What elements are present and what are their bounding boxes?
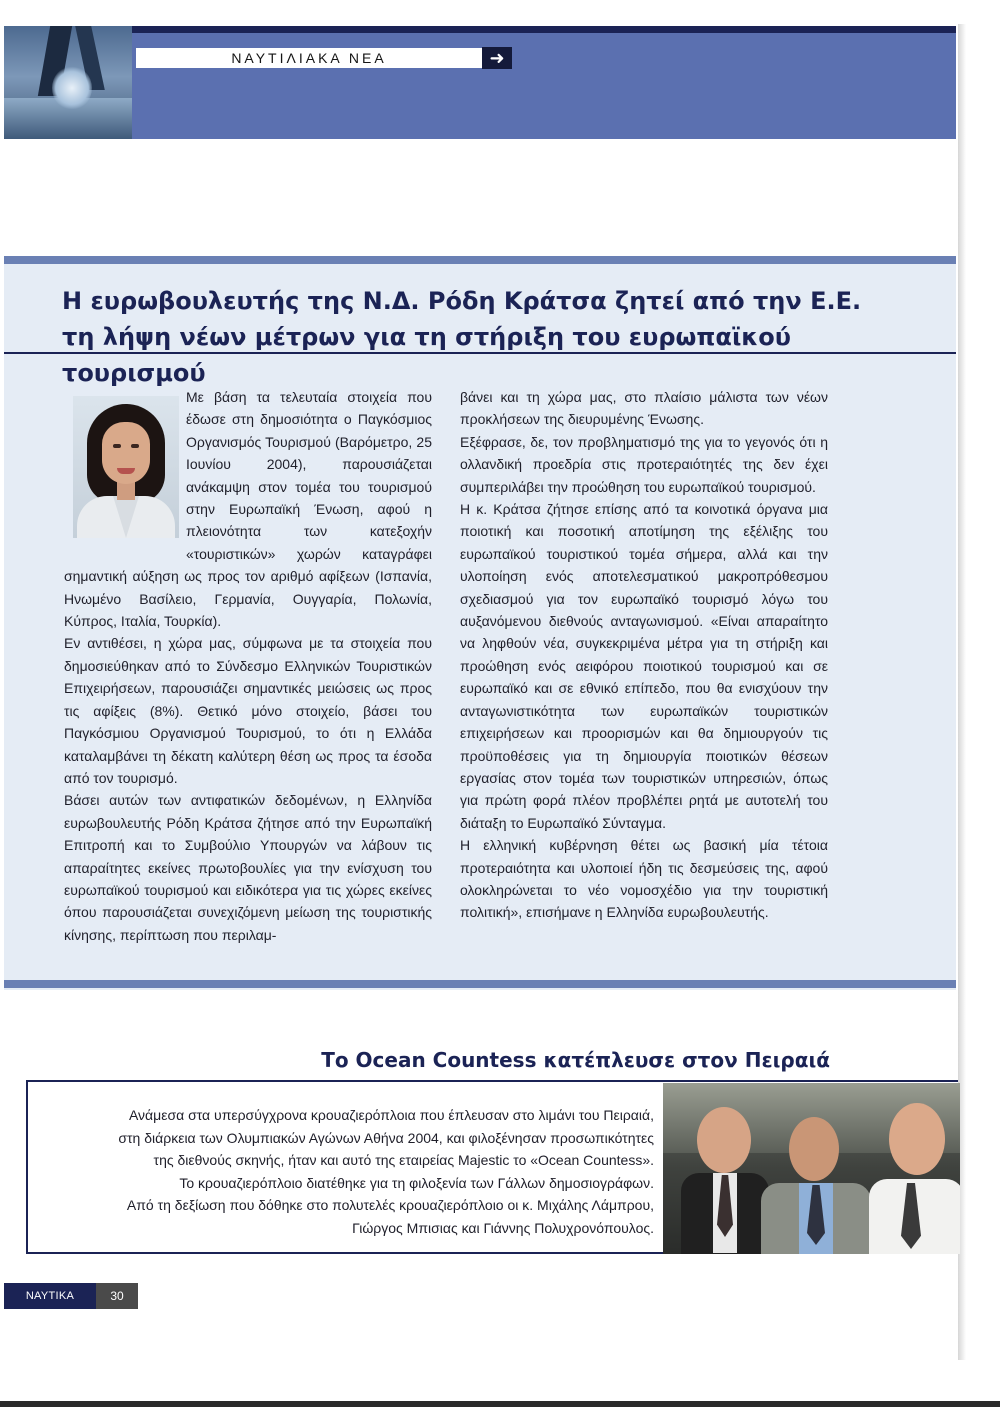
article-column-left [64, 386, 432, 946]
paragraph: Η κ. Κράτσα ζήτησε επίσης από τα κοινοτικά όργανα μια ποιοτική και ποσοτική αποτίμηση της εξέλιξης του ευρωπαϊκού τουριστικού τομέα σήμερα, αλλά και την υλοποίηση ενός αποτελεσματικού μακροπρόθεσμου σχεδιασμού για τον ευρωπαϊκό τουρισμό λόγω του αυξανόμενου διεθνούς ανταγωνισμού. «Είναι απαραίτητο να ληφθούν νέα, συγκεκριμένα μέτρα για τη στήριξη και προώθηση ενός αειφόρου ποιοτικού τουρισμού και σε ευρωπαϊκό και σε εθνικό επίπεδο, που θα ενισχύουν την ανταγωνιστικότητα των ευρωπαϊκών τουριστικών επιχειρήσεων και προορισμών και θα δημιουργούν τις προϋποθέσεις για τη δημιουργία ποιοτικών θέσεων εργασίας στον τομέα των τουριστικών υπηρεσιών, όπως για πρώτη φορά πλέον προβλέπει ρητά με αυτοτελή του διάταξη το Ευρωπαϊκό Σύνταγμα. [460, 501, 828, 831]
person-head [889, 1103, 945, 1175]
news-line: στη διάρκεια των Ολυμπιακών Αγώνων Αθήνα 2004, και φιλοξένησαν προσωπικότητες [118, 1129, 654, 1146]
bottom-rule [0, 1401, 1000, 1407]
header-photo [4, 26, 132, 139]
paragraph: Με βάση τα τελευταία στοιχεία που έδωσε στη δημοσιότητα ο Παγκόσμιος Οργανισμός Τουρισμού (Βαρόμετρο, 25 Ιουνίου 2004), παρουσιάζεται ανάκαμψη στον τομέα του τουρισμού στην Ευρωπαϊκή Ένωση, αφού η πλειονότητα των κατεξοχήν «τουριστικών» χωρών καταγράφει σημαντική αύξηση ως προς τον αριθμό αφίξεων (Ισπανία, Ηνωμένο Βασίλειο, Γερμανία, Ουγγαρία, Πολωνία, Κύπρος, Ιταλία, Τουρκία). [64, 389, 432, 630]
paragraph: Εξέφρασε, δε, τον προβληματισμό της για το γεγονός ότι η ολλανδική προεδρία στις προτεραιότητές της δεν έχει συμπεριλάβει την προώθηση του ευρωπαϊκού τουρισμού. [460, 433, 828, 495]
page-number: 30 [96, 1283, 138, 1309]
header-top-strip [4, 26, 956, 33]
news-line: Γιώργος Μπισιας και Γιάννης Πολυχρονόπουλος. [352, 1219, 654, 1236]
news-line: της διεθνούς σκηνής, ήταν και αυτό της εταιρείας Majestic το «Ocean Countess». [153, 1152, 654, 1168]
news-line: Από τη δεξίωση που δόθηκε στο πολυτελές κρουαζιερόπλοιο οι κ. Μιχάλης Λάμπρου, [126, 1197, 654, 1213]
header-band [4, 26, 956, 139]
arrow-icon: ➜ [482, 47, 512, 69]
paragraph: Βάσει αυτών των αντιφατικών δεδομένων, η Ελληνίδα ευρωβουλευτής Ρόδη Κράτσα ζήτησε από την Ευρωπαϊκή Επιτροπή και το Συμβούλιο Υπουργών να λάβουν τις απαραίτητες εκείνες πρωτοβουλίες για την ενίσχυση του ευρωπαϊκού τουρισμού και ειδικότερα για τις χώρες εκείνες όπου παρουσιάζεται συνεχιζόμενη μείωση της τουριστικής κίνησης, περίπτωση που περιλαμ- [64, 792, 432, 943]
news-box-text [60, 1104, 654, 1239]
footer-tag [4, 1283, 138, 1328]
news-line: Το κρουαζιερόπλοιο διατέθηκε για τη φιλοξενία των Γάλλων δημοσιογράφων. [179, 1174, 654, 1191]
article-column-right [460, 386, 828, 924]
article-bottom-band [4, 980, 956, 988]
person-head [789, 1117, 839, 1181]
headline-line-1: Η ευρωβουλευτής της Ν.Δ. Ρόδη Κράτσα ζητεί από την Ε.Ε. [62, 287, 862, 315]
section-label-box [136, 48, 482, 68]
headline-line-2: τη λήψη νέων μέτρων για τη στήριξη του ευρωπαϊκού τουρισμού [62, 323, 791, 387]
article-headline [62, 283, 922, 391]
header-photo-splash [52, 66, 92, 110]
portrait-wrap-spacer [64, 386, 186, 543]
headline-rule [4, 352, 956, 354]
magazine-name: ΝΑΥΤΙΚΑ ΧΡΟΝΙΚΑ [4, 1283, 96, 1309]
news-headline: Το Ocean Countess κατέπλευσε στον Πειραιά [321, 1048, 830, 1072]
news-line: Ανάμεσα στα υπερσύγχρονα κρουαζιερόπλοια που έπλευσαν στο λιμάνι του Πειραιά, [128, 1107, 654, 1123]
paragraph: βάνει και τη χώρα μας, στο πλαίσιο μάλιστα των νέων προκλήσεων της διευρυμένης Ένωσης. [460, 389, 828, 428]
person-head [697, 1107, 751, 1173]
paragraph: Εν αντιθέσει, η χώρα μας, σύμφωνα με τα στοιχεία που δημοσιεύθηκαν από το Σύνδεσμο Ελληνικών Τουριστικών Επιχειρήσεων, παρουσιάζει σημαντικές μειώσεις ως προς τις αφίξεις (8%). Θετικό μόνο στοιχείο, βάσει του Παγκόσμιου Οργανισμού Τουρισμού, το ότι η Ελλάδα καταλαμβάνει τη δέκατη καλύτερη θέση ως προς τα έσοδα από τον τουρισμό. [64, 635, 432, 786]
section-label: ΝΑΥΤΙΛΙΑΚΑ ΝΕΑ [231, 50, 387, 66]
reception-photo [663, 1083, 960, 1254]
article-top-band [4, 256, 956, 264]
paragraph: Η ελληνική κυβέρνηση θέτει ως βασική μία τέτοια προτεραιότητα και υλοποιεί ήδη τις δεσμεύσεις της, αφού ολοκληρώνεται το νέο νομοσχέδιο για την τουριστική πολιτική», επισήμανε η Ελληνίδα ευρωβουλευτής. [460, 837, 828, 921]
